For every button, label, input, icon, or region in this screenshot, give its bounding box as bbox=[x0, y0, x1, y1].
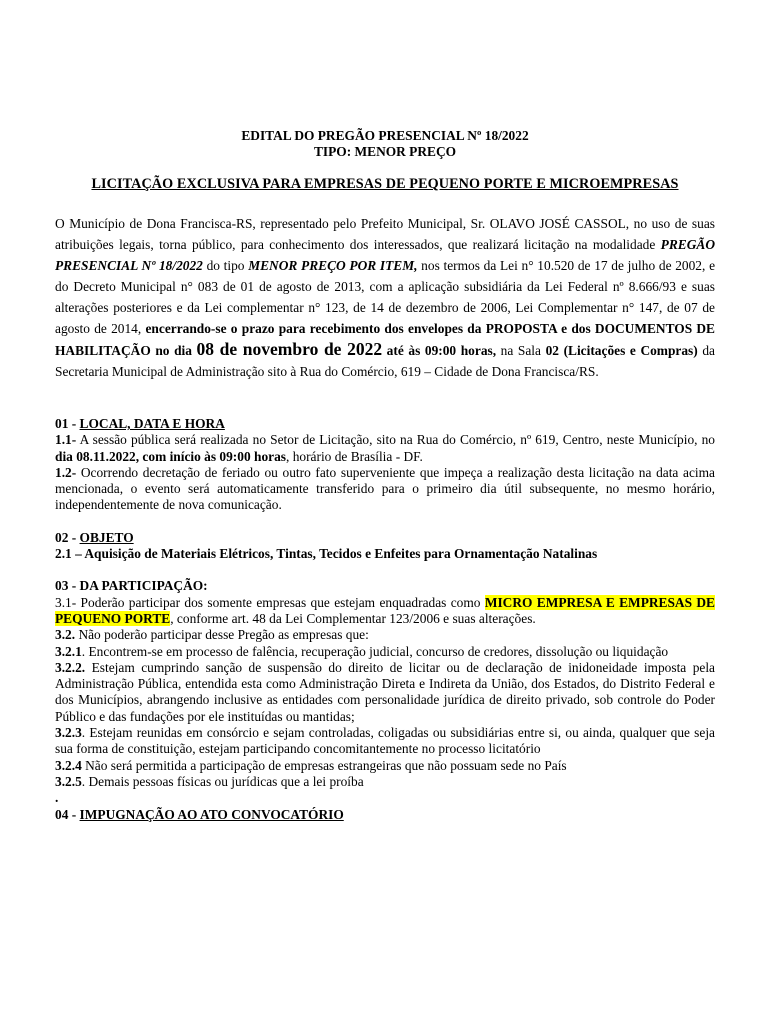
section-04 bbox=[55, 807, 715, 823]
clause-3-2-4: 3.2.4 Não será permitida a participação de empresas estrangeiras que não possuam sede no País bbox=[55, 757, 567, 773]
clause-3-2: 3.2. Não poderão participar desse Pregão as empresas que: bbox=[55, 627, 369, 643]
section-01-title: LOCAL, DATA E HORA bbox=[79, 416, 225, 431]
section-02-heading: 02 - OBJETO bbox=[55, 529, 134, 545]
section-02 bbox=[55, 530, 715, 563]
intro-text: do tipo bbox=[202, 258, 249, 273]
highlight-micro-empresa: MICRO EMPRESA E EMPRESAS DE PEQUENO PORTE bbox=[55, 594, 715, 626]
intro-sala: 02 (Licitações e Compras) bbox=[545, 343, 698, 358]
clause-3-2-3: 3.2.3. Estejam reunidas em consórcio e sejam controladas, coligadas ou subsidiárias entre si, ou ainda, qualquer que seja sua forma de constituição, estejam participando concomitantemente no processo licitatório bbox=[55, 725, 715, 757]
intro-prazo: encerrando-se o prazo para recebimento dos envelopes da PROPOSTA e dos DOCUMENTOS DE HABILITAÇÃO no dia bbox=[55, 321, 715, 358]
edital-type: TIPO: MENOR PREÇO bbox=[313, 144, 457, 159]
section-01 bbox=[55, 416, 715, 514]
clause-3-2-1: 3.2.1. Encontrem-se em processo de falência, recuperação judicial, concurso de credores, dissolução ou liquidação bbox=[55, 643, 669, 659]
document-page bbox=[55, 128, 715, 823]
intro-text: O Município de Dona Francisca-RS, representado pelo Prefeito Municipal, Sr. OLAVO JOSÉ CASSOL, no uso de suas atribuições legais, torna público, para conhecimento dos interessados, que realizará licitação na modalidade bbox=[55, 216, 715, 252]
separator-dot: . bbox=[55, 790, 59, 806]
section-04-title: IMPUGNAÇÃO AO ATO CONVOCATÓRIO bbox=[79, 806, 344, 822]
section-03-heading: 03 - DA PARTICIPAÇÃO: bbox=[55, 578, 208, 594]
clause-3-1: 3.1- Poderão participar dos somente empresas que estejam enquadradas como MICRO EMPRESA E EMPRESAS DE PEQUENO PORTE, conforme art. 48 da Lei Complementar 123/2006 e suas alterações. bbox=[55, 594, 715, 626]
edital-subtitle: LICITAÇÃO EXCLUSIVA PARA EMPRESAS DE PEQUENO PORTE E MICROEMPRESAS bbox=[91, 176, 679, 192]
intro-paragraph bbox=[55, 213, 715, 382]
intro-text: na Sala bbox=[496, 343, 546, 358]
clause-1-2: 1.2- Ocorrendo decretação de feriado ou outro fato superveniente que impeça a realização desta licitação na data acima mencionada, o evento será automaticamente transferido para o primeiro dia útil subsequente, no mesmo horário, independentemente de nova comunicação. bbox=[55, 464, 715, 513]
clause-2-1: 2.1 – Aquisição de Materiais Elétricos, Tintas, Tecidos e Enfeites para Ornamentação Natalinas bbox=[55, 546, 598, 562]
section-02-title: OBJETO bbox=[79, 529, 134, 545]
intro-text: nos termos da Lei n° 10.520 de 17 de julho de 2002, e do Decreto Municipal n° 083 de 01 de agosto de 2013, com a aplicação subsidiária da Lei Federal nº 8.666/93 e suas alterações posteriores e da Lei complementar n° 123, de 14 de dezembro de 2006, Lei Complementar n° 147, de 07 de agosto de 2014, bbox=[55, 258, 716, 336]
intro-modalidade: PREGÃO PRESENCIAL Nº 18/2022 bbox=[55, 237, 715, 273]
clause-1-1: 1.1- A sessão pública será realizada no Setor de Licitação, sito na Rua do Comércio, nº 619, Centro, neste Município, no dia 08.11.2022, com início às 09:00 horas, horário de Brasília - DF. bbox=[55, 432, 715, 464]
clause-3-2-5: 3.2.5. Demais pessoas físicas ou jurídicas que a lei proíba bbox=[55, 773, 364, 789]
edital-title: EDITAL DO PREGÃO PRESENCIAL Nº 18/2022 bbox=[241, 128, 529, 143]
intro-text: da Secretaria Municipal de Administração sito à Rua do Comércio, 619 – Cidade de Dona Francisca/RS. bbox=[55, 343, 715, 379]
section-03 bbox=[55, 578, 715, 806]
intro-time: até às 09:00 horas, bbox=[382, 343, 497, 358]
clause-3-2-2: 3.2.2. Estejam cumprindo sanção de suspensão do direito de licitar ou de declaração de inidoneidade imposta pela Administração Pública, entendida esta como Administração Direta e Indireta da União, dos Estados, do Distrito Federal e dos Municípios, abrangendo inclusive as entidades com personalidade jurídica de direito privado, sob controle do Poder Público e das fundações por ele instituídas ou mantidas; bbox=[55, 659, 715, 724]
section-01-heading: 01 - LOCAL, DATA E HORA bbox=[55, 416, 225, 431]
section-04-heading: 04 - IMPUGNAÇÃO AO ATO CONVOCATÓRIO bbox=[55, 806, 344, 822]
intro-date: 08 de novembro de 2022 bbox=[196, 339, 383, 359]
intro-tipo: MENOR PREÇO POR ITEM, bbox=[248, 258, 418, 273]
